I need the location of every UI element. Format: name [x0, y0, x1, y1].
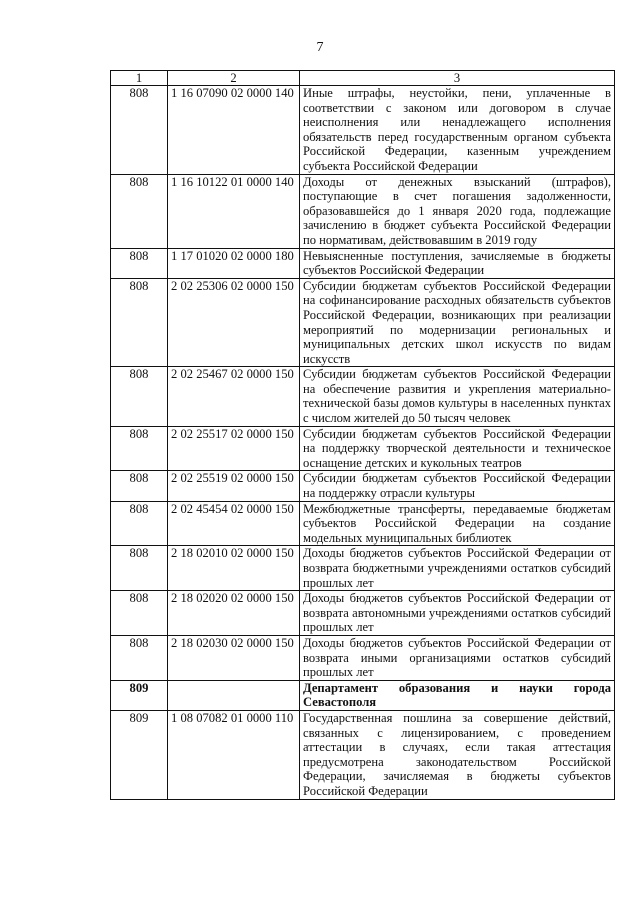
page-number: 7	[316, 40, 324, 55]
revenue-description-cell: Доходы бюджетов субъектов Российской Федерации от возврата автономными учреждениями остатков субсидий прошлых лет	[300, 591, 615, 636]
table-row	[111, 471, 615, 501]
revenue-description-cell: Субсидии бюджетам субъектов Российской Федерации на софинансирование расходных обязательств субъектов Российской Федерации, возникающих при реализации мероприятий по модернизации региональных и муниципальных детских школ искусств по видам искусств	[300, 278, 615, 367]
revenue-description-cell: Государственная пошлина за совершение действий, связанных с лицензированием, с проведением аттестации в случаях, если такая аттестация предусмотрена законодательством Российской Федерации, зачисляемая в бюджеты субъектов Российской Федерации	[300, 710, 615, 799]
admin-code-cell: 808	[111, 426, 168, 471]
table-row	[111, 174, 615, 248]
admin-code-cell: 808	[111, 278, 168, 367]
table-row	[111, 248, 615, 278]
table-row	[111, 546, 615, 591]
admin-code-cell: 809	[111, 710, 168, 799]
table-row	[111, 710, 615, 799]
column-header-1: 1	[111, 71, 168, 86]
table-header-row	[111, 71, 615, 86]
admin-code-cell: 808	[111, 501, 168, 546]
admin-code-cell: 808	[111, 86, 168, 175]
budget-code-cell: 2 02 25467 02 0000 150	[168, 367, 300, 426]
revenue-description-cell: Межбюджетные трансферты, передаваемые бюджетам субъектов Российской Федерации на создание модельных муниципальных библиотек	[300, 501, 615, 546]
revenue-description-cell: Невыясненные поступления, зачисляемые в бюджеты субъектов Российской Федерации	[300, 248, 615, 278]
table-row	[111, 367, 615, 426]
budget-code-cell: 1 16 10122 01 0000 140	[168, 174, 300, 248]
budget-code-cell: 2 18 02020 02 0000 150	[168, 591, 300, 636]
column-header-3: 3	[300, 71, 615, 86]
revenue-description-cell: Субсидии бюджетам субъектов Российской Федерации на поддержку отрасли культуры	[300, 471, 615, 501]
table-row	[111, 635, 615, 680]
revenue-description-cell: Доходы бюджетов субъектов Российской Федерации от возврата бюджетными учреждениями остатков субсидий прошлых лет	[300, 546, 615, 591]
table-row	[111, 278, 615, 367]
budget-code-cell: 2 02 45454 02 0000 150	[168, 501, 300, 546]
admin-code-cell: 809	[111, 680, 168, 710]
budget-code-cell: 2 02 25517 02 0000 150	[168, 426, 300, 471]
revenue-description-cell: Департамент образования и науки города Севастополя	[300, 680, 615, 710]
admin-code-cell: 808	[111, 471, 168, 501]
column-header-2: 2	[168, 71, 300, 86]
budget-code-cell: 2 02 25306 02 0000 150	[168, 278, 300, 367]
admin-code-cell: 808	[111, 546, 168, 591]
admin-code-cell: 808	[111, 591, 168, 636]
table-row	[111, 591, 615, 636]
department-row	[111, 680, 615, 710]
admin-code-cell: 808	[111, 248, 168, 278]
admin-code-cell: 808	[111, 174, 168, 248]
revenue-description-cell: Субсидии бюджетам субъектов Российской Федерации на поддержку творческой деятельности и техническое оснащение детских и кукольных театров	[300, 426, 615, 471]
budget-code-cell: 1 16 07090 02 0000 140	[168, 86, 300, 175]
budget-code-cell	[168, 680, 300, 710]
revenue-codes-table	[110, 70, 615, 800]
table-row	[111, 426, 615, 471]
admin-code-cell: 808	[111, 635, 168, 680]
budget-code-cell: 1 17 01020 02 0000 180	[168, 248, 300, 278]
revenue-description-cell: Доходы от денежных взысканий (штрафов), поступающие в счет погашения задолженности, образовавшейся до 1 января 2020 года, подлежащие зачислению в бюджет субъекта Российской Федерации по нормативам, действовавшим в 2019 году	[300, 174, 615, 248]
budget-code-cell: 2 18 02010 02 0000 150	[168, 546, 300, 591]
admin-code-cell: 808	[111, 367, 168, 426]
budget-code-cell: 2 02 25519 02 0000 150	[168, 471, 300, 501]
table-row	[111, 86, 615, 175]
revenue-description-cell: Иные штрафы, неустойки, пени, уплаченные в соответствии с законом или договором в случае неисполнения или ненадлежащего исполнения обязательств перед государственным органом субъекта Российской Федерации, казенным учреждением субъекта Российской Федерации	[300, 86, 615, 175]
revenue-description-cell: Доходы бюджетов субъектов Российской Федерации от возврата иными организациями остатков субсидий прошлых лет	[300, 635, 615, 680]
budget-code-cell: 1 08 07082 01 0000 110	[168, 710, 300, 799]
budget-code-cell: 2 18 02030 02 0000 150	[168, 635, 300, 680]
revenue-description-cell: Субсидии бюджетам субъектов Российской Федерации на обеспечение развития и укрепления материально-технической базы домов культуры в населенных пунктах с числом жителей до 50 тысяч человек	[300, 367, 615, 426]
table-row	[111, 501, 615, 546]
